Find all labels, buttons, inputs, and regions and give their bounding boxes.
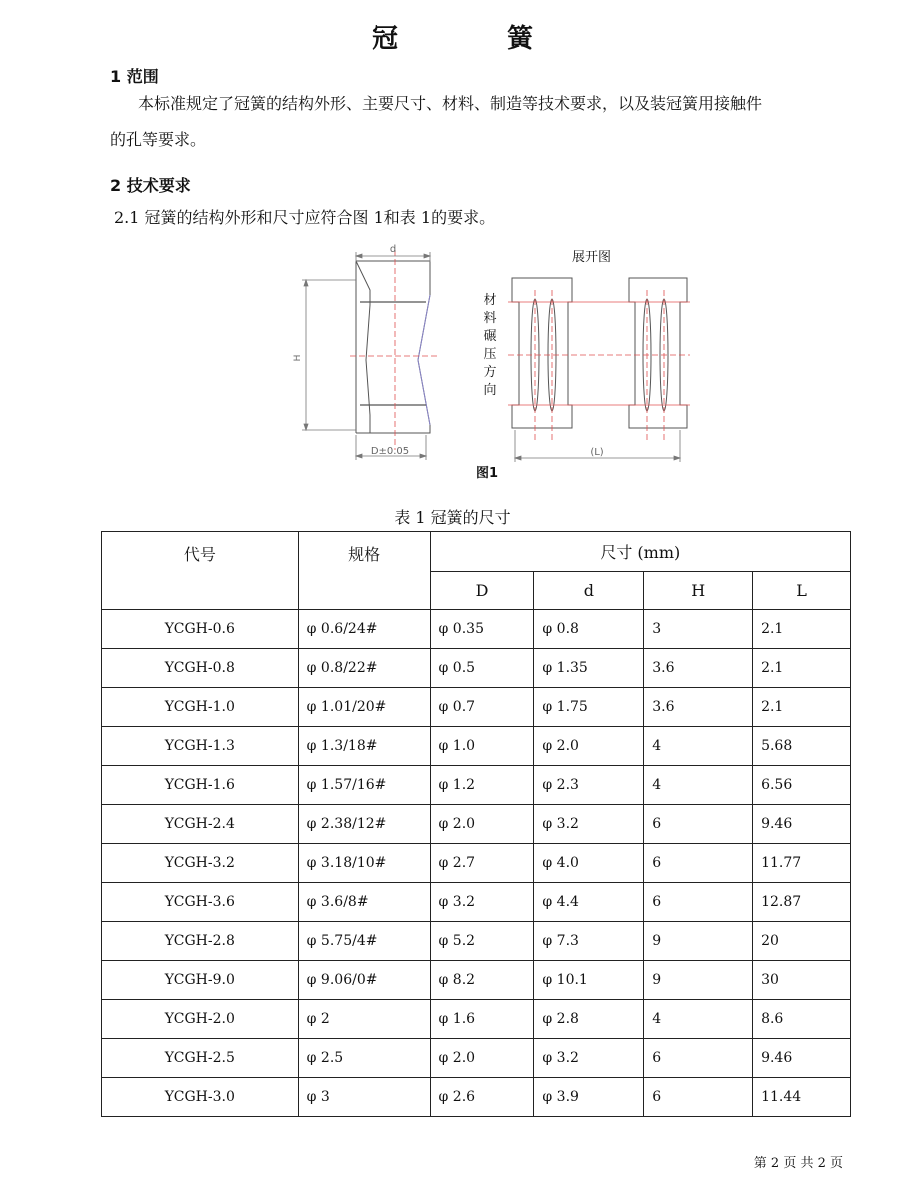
cell-spec: φ 3.18/10# xyxy=(298,844,430,883)
cell-H: 4 xyxy=(644,766,753,805)
cell-spec: φ 2 xyxy=(298,1000,430,1039)
unfold-title: 展开图 xyxy=(572,250,612,265)
table-row xyxy=(102,883,851,922)
cell-H: 9 xyxy=(644,922,753,961)
page-number: 第 2 页 共 2 页 xyxy=(753,1156,843,1171)
table-row xyxy=(102,844,851,883)
cell-L: 30 xyxy=(753,961,851,1000)
header-d: d xyxy=(534,572,644,610)
cell-spec: φ 0.6/24# xyxy=(298,610,430,649)
table-row xyxy=(102,1000,851,1039)
cell-L: 2.1 xyxy=(753,649,851,688)
cell-code: YCGH-1.0 xyxy=(102,688,299,727)
figure-caption: 图1 xyxy=(476,466,499,481)
cell-code: YCGH-3.2 xyxy=(102,844,299,883)
cell-D: φ 8.2 xyxy=(430,961,534,1000)
cell-d: φ 2.0 xyxy=(534,727,644,766)
cell-spec: φ 9.06/0# xyxy=(298,961,430,1000)
cell-code: YCGH-3.6 xyxy=(102,883,299,922)
cell-code: YCGH-2.0 xyxy=(102,1000,299,1039)
cell-d: φ 4.0 xyxy=(534,844,644,883)
cell-D: φ 1.2 xyxy=(430,766,534,805)
cell-code: YCGH-3.0 xyxy=(102,1078,299,1117)
cell-D: φ 2.0 xyxy=(430,805,534,844)
cell-L: 2.1 xyxy=(753,688,851,727)
unfolded-strip xyxy=(512,278,687,428)
dimension-H xyxy=(302,280,356,430)
cell-D: φ 0.35 xyxy=(430,610,534,649)
table-row xyxy=(102,727,851,766)
cell-spec: φ 3.6/8# xyxy=(298,883,430,922)
cell-D: φ 2.7 xyxy=(430,844,534,883)
cell-spec: φ 1.01/20# xyxy=(298,688,430,727)
cell-H: 3 xyxy=(644,610,753,649)
cell-H: 4 xyxy=(644,727,753,766)
cell-H: 3.6 xyxy=(644,649,753,688)
table-row xyxy=(102,688,851,727)
cell-spec: φ 1.3/18# xyxy=(298,727,430,766)
dimension-L-label: (L) xyxy=(590,447,604,458)
table-row xyxy=(102,922,851,961)
cell-H: 3.6 xyxy=(644,688,753,727)
table-caption: 表 1 冠簧的尺寸 xyxy=(394,508,511,527)
cell-L: 11.44 xyxy=(753,1078,851,1117)
cell-code: YCGH-2.8 xyxy=(102,922,299,961)
cell-code: YCGH-0.6 xyxy=(102,610,299,649)
cell-H: 4 xyxy=(644,1000,753,1039)
cell-D: φ 0.7 xyxy=(430,688,534,727)
cell-spec: φ 2.38/12# xyxy=(298,805,430,844)
header-D: D xyxy=(430,572,534,610)
dimension-d-label: d xyxy=(389,244,397,255)
cell-H: 9 xyxy=(644,961,753,1000)
cell-L: 5.68 xyxy=(753,727,851,766)
table-row xyxy=(102,766,851,805)
header-H: H xyxy=(644,572,753,610)
cell-H: 6 xyxy=(644,844,753,883)
rolling-direction-note: 材 料 碾 压 方 向 xyxy=(483,293,497,398)
cell-H: 6 xyxy=(644,1078,753,1117)
section-2-clause: 2.1 冠簧的结构外形和尺寸应符合图 1和表 1的要求。 xyxy=(114,208,496,227)
cell-L: 9.46 xyxy=(753,1039,851,1078)
cell-D: φ 2.6 xyxy=(430,1078,534,1117)
cell-code: YCGH-1.6 xyxy=(102,766,299,805)
cell-code: YCGH-0.8 xyxy=(102,649,299,688)
cell-L: 12.87 xyxy=(753,883,851,922)
table-row xyxy=(102,961,851,1000)
cell-D: φ 1.6 xyxy=(430,1000,534,1039)
crown-spring-side-view xyxy=(356,261,430,433)
header-spec: 规格 xyxy=(298,532,430,610)
cell-D: φ 3.2 xyxy=(430,883,534,922)
table-body xyxy=(102,610,851,1117)
cell-L: 2.1 xyxy=(753,610,851,649)
section-1-line-2: 的孔等要求。 xyxy=(110,130,207,149)
section-1-heading: 1 范围 xyxy=(110,67,159,86)
cell-d: φ 4.4 xyxy=(534,883,644,922)
cell-d: φ 1.35 xyxy=(534,649,644,688)
cell-L: 9.46 xyxy=(753,805,851,844)
cell-spec: φ 0.8/22# xyxy=(298,649,430,688)
cell-d: φ 0.8 xyxy=(534,610,644,649)
cell-d: φ 3.2 xyxy=(534,805,644,844)
table-row xyxy=(102,610,851,649)
cell-L: 20 xyxy=(753,922,851,961)
dimension-table xyxy=(101,531,851,1117)
cell-spec: φ 5.75/4# xyxy=(298,922,430,961)
cell-D: φ 1.0 xyxy=(430,727,534,766)
dimension-H-label: H xyxy=(293,354,303,362)
document-title: 冠 簧 xyxy=(371,24,584,54)
cell-code: YCGH-2.5 xyxy=(102,1039,299,1078)
cell-code: YCGH-9.0 xyxy=(102,961,299,1000)
cell-d: φ 1.75 xyxy=(534,688,644,727)
cell-H: 6 xyxy=(644,805,753,844)
cell-D: φ 5.2 xyxy=(430,922,534,961)
cell-D: φ 0.5 xyxy=(430,649,534,688)
cell-code: YCGH-2.4 xyxy=(102,805,299,844)
cell-L: 11.77 xyxy=(753,844,851,883)
cell-spec: φ 1.57/16# xyxy=(298,766,430,805)
table-row xyxy=(102,649,851,688)
header-dimensions: 尺寸 (mm) xyxy=(430,532,850,572)
cell-d: φ 7.3 xyxy=(534,922,644,961)
cell-d: φ 10.1 xyxy=(534,961,644,1000)
cell-spec: φ 3 xyxy=(298,1078,430,1117)
table-row xyxy=(102,1078,851,1117)
cell-H: 6 xyxy=(644,1039,753,1078)
cell-H: 6 xyxy=(644,883,753,922)
side-view-centerlines xyxy=(350,250,440,450)
cell-D: φ 2.0 xyxy=(430,1039,534,1078)
header-L: L xyxy=(753,572,851,610)
cell-d: φ 2.8 xyxy=(534,1000,644,1039)
cell-d: φ 3.9 xyxy=(534,1078,644,1117)
cell-L: 6.56 xyxy=(753,766,851,805)
table-row xyxy=(102,805,851,844)
table-row xyxy=(102,1039,851,1078)
cell-spec: φ 2.5 xyxy=(298,1039,430,1078)
cell-code: YCGH-1.3 xyxy=(102,727,299,766)
section-2-heading: 2 技术要求 xyxy=(110,176,191,195)
dimension-D-label: D±0.05 xyxy=(370,446,410,457)
cell-d: φ 3.2 xyxy=(534,1039,644,1078)
cell-d: φ 2.3 xyxy=(534,766,644,805)
unfolded-centerlines xyxy=(508,290,690,440)
header-code: 代号 xyxy=(102,532,299,610)
cell-L: 8.6 xyxy=(753,1000,851,1039)
section-1-line-1: 本标准规定了冠簧的结构外形、主要尺寸、材料、制造等技术要求，以及装冠簧用接触件 xyxy=(138,94,763,113)
